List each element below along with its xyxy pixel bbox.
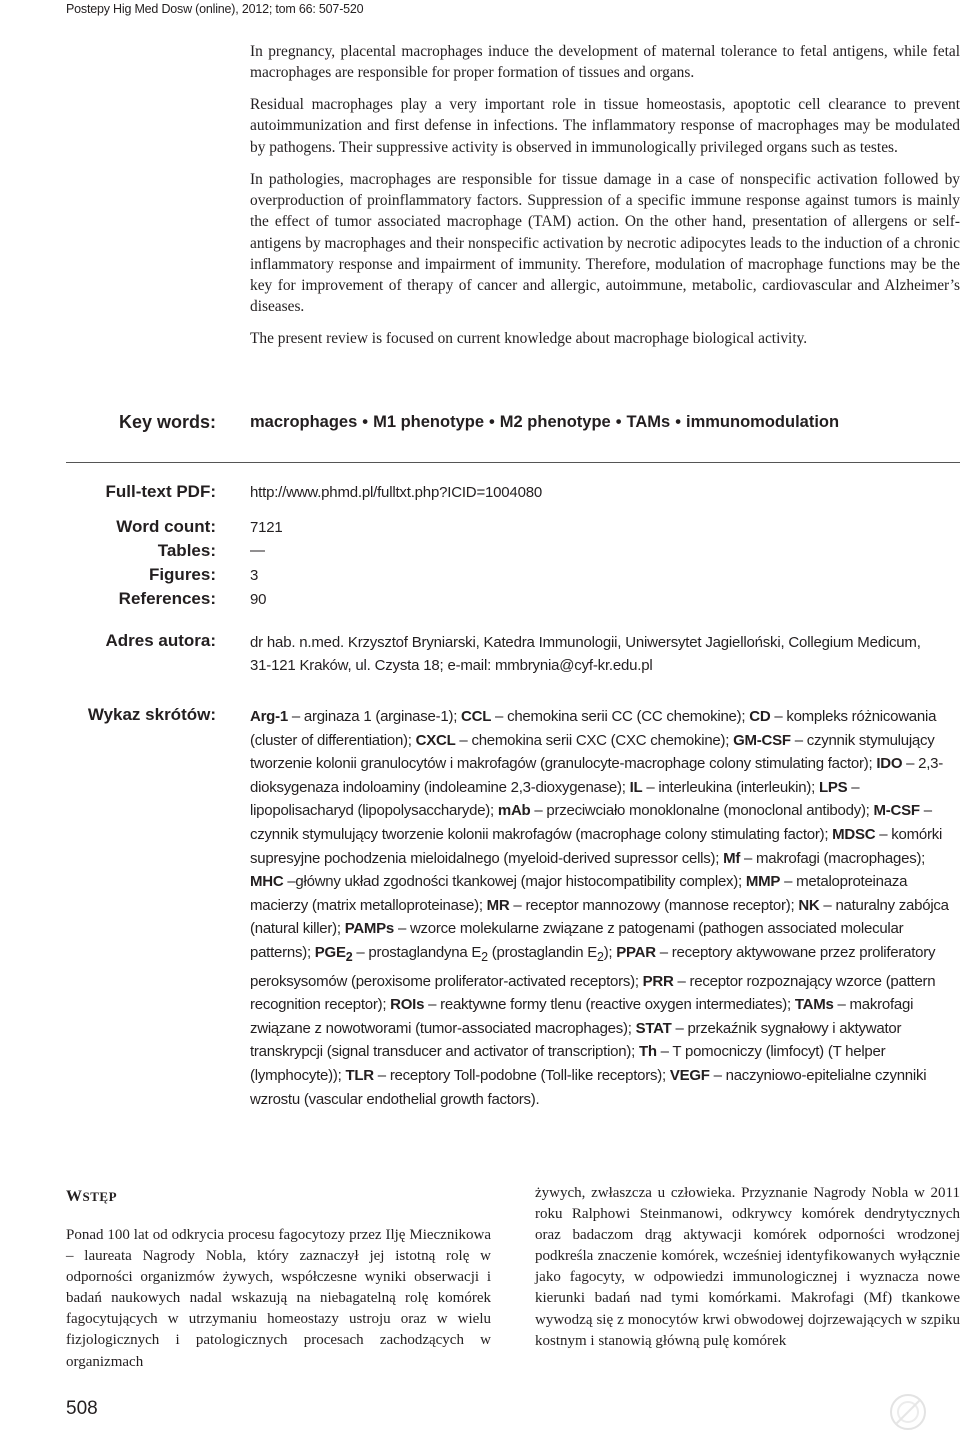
abstract-paragraph: In pathologies, macrophages are responsible for tissue damage in a case of nonspecific activation followed by overproduction of proinflammatory factors. Suppression of a specific immune response against tumors is mainly the effect of tumor associated macrophage (TAM) action. On the other hand, presentation of allergens or self-antigens by macrophages and their nonspecific activation by necrotic adipocytes leads to the induction of a chronic inflammatory response and impairment of immunity. Therefore, modulation of macrophage functions may be the key for improvement of therapy of cancer and allergic, autoimmune, metabolic, cardiovascular and Alzheimer’s diseases.	[250, 170, 960, 316]
abbr-entry: NK – naturalny zabójca (natural killer);	[250, 896, 949, 938]
abbr-entry: Mf – makrofagi (macrophages);	[723, 849, 926, 867]
abbr-entry: M-CSF – czynnik stymulujący tworzenie kolonii makrofagów (macrophage colony stimulating factor);	[250, 802, 932, 843]
publisher-watermark-icon	[888, 1392, 932, 1437]
abbr-entry: PRR – receptor rozpoznający wzorce (pattern recognition receptor);	[250, 972, 936, 1014]
abbr-entry: Th – T pomocniczy (limfocyt) (T helper (lymphocyte));	[250, 1043, 886, 1084]
references-label: References:	[118, 589, 216, 608]
abbr-entry: LPS – lipopolisacharyd (lipopolysaccharyde);	[250, 778, 860, 820]
abstract-paragraph: The present review is focused on current knowledge about macrophage biological activity.	[250, 330, 808, 348]
abbr-entry: TLR – receptory Toll-podobne (Toll-like receptors);	[345, 1066, 666, 1084]
abbreviations-label: Wykaz skrótów:	[87, 705, 216, 724]
keyword-separator: •	[362, 413, 369, 431]
figures-label: Figures:	[148, 565, 216, 584]
abbr-entry: IL – interleukina (interleukin);	[629, 778, 816, 796]
section-divider	[66, 462, 960, 463]
keyword: M1 phenotype	[373, 413, 485, 431]
abbr-entry: CXCL – chemokina serii CXC (CXC chemokine);	[415, 731, 730, 749]
keyword: immunomodulation	[686, 413, 840, 431]
keyword: TAMs	[626, 413, 671, 431]
abbreviations-list	[250, 705, 950, 1111]
abbr-entry: CCL – chemokina serii CC (CC chemokine);	[461, 708, 746, 725]
abbr-entry: MR – receptor mannozowy (mannose receptor);	[486, 896, 795, 914]
tables-label: Tables:	[157, 541, 216, 560]
abbr-entry: mAb – przeciwciało monoklonalne (monoclonal antibody);	[497, 802, 870, 820]
keyword-separator: •	[615, 413, 622, 431]
abstract-paragraph: Residual macrophages play a very important role in tissue homeostasis, apoptotic cell clearance to prevent autoimmunization and first defense in infections. The inflammatory response of macrophages may be modulated by pathogens. Their suppressive activity is observed in immunologically privileged organs such as testes.	[250, 96, 960, 156]
figures-value: 3	[250, 567, 259, 584]
tables-value: —	[250, 542, 265, 559]
author-address-label: Adres autora:	[105, 631, 216, 650]
page-number: 508	[66, 1398, 98, 1419]
abbr-entry: PAMPs – wzorce molekularne związane z patogenami (pathogen associated molecular patterns);	[250, 920, 904, 961]
keywords-label: Key words:	[118, 412, 216, 432]
keywords-list	[250, 413, 839, 432]
keyword: macrophages	[250, 413, 358, 431]
abbr-entry: MDSC – komórki supresyjne pochodzenia mieloidalnego (myeloid-derived supressor cells);	[250, 825, 943, 867]
abbr-entry: Arg-1 – arginaza 1 (arginase-1);	[250, 708, 458, 725]
section-heading: WSTĘP	[66, 1188, 118, 1205]
abbr-entry: MMP – metaloproteinaza macierzy (matrix metalloproteinase);	[250, 873, 908, 914]
running-head: Postepy Hig Med Dosw (online), 2012; tom 66: 507-520	[66, 2, 364, 16]
abbr-entry: VEGF – naczyniowo-epitelialne czynniki wzrostu (vascular endothelial growth factors).	[250, 1066, 927, 1108]
abstract-paragraph: In pregnancy, placental macrophages induce the development of maternal tolerance to fetal antigens, while fetal macrophages are responsible for proper formation of tissues and organs.	[250, 43, 960, 82]
abstract	[250, 41, 960, 360]
abbr-entry: IDO – 2,3-dioksygenaza indoloaminy (indoleamine 2,3-dioxygenase);	[250, 755, 944, 796]
keyword-separator: •	[489, 413, 495, 431]
fulltext-link[interactable]: http://www.phmd.pl/fulltxt.php?ICID=1004080	[250, 484, 542, 501]
abbr-entry: CD – kompleks różnicowania (cluster of differentiation);	[250, 708, 937, 749]
abbr-entry: ROIs – reaktywne formy tlenu (reactive oxygen intermediates);	[390, 996, 791, 1014]
keyword-separator: •	[675, 413, 681, 431]
abbr-entry: $PGE_2$ – prostaglandyna $E_2$ (prostaglandin $E_2$);	[314, 943, 613, 964]
author-email-line[interactable]: 31-121 Kraków, ul. Czysta 18; e-mail: mmbrynia@cyf-kr.edu.pl	[250, 657, 653, 674]
abbr-entry: TAMs – makrofagi związane z nowotworami (tumor-associated macrophages);	[250, 996, 914, 1037]
abbr-entry: PPAR – receptory aktywowane przez proliferatory peroksysomów (peroxisome proliferator-activated receptors);	[250, 943, 936, 990]
intro-right-column: żywych, zwłaszcza u człowieka. Przyznanie Nagrody Nobla w 2011 roku Ralphowi Steinmanowi, odkrywcy komórek dendrytycznych oraz badaczom drąg aktywacji komórek odporności wrodzonej podkreśla znaczenie komórek, wcześniej identyfikowanych wyłącznie jako fagocyty, w odpowiedzi immunologicznej i wyznacza nowe kierunki badań nad tymi komórkami. Makrofagi (Mf) tkankowe wywodzą się z monocytów krwi obwodowej dojrzewających w szpiku kostnym i stanowią główną pulę komórek	[535, 1185, 960, 1349]
keyword: M2 phenotype	[499, 413, 611, 431]
fulltext-label: Full-text PDF:	[105, 482, 216, 501]
intro-left-column: Ponad 100 lat od odkrycia procesu fagocytozy przez Ilję Miecznikowa – laureata Nagrody Nobla, który zaznaczył jej istotną rolę w odporności organizmów żywych, współczesne wyniki obserwacji i badań naukowych nadal wskazują na niebagatelną rolę komórek fagocytujących w utrzymaniu homeostazy ustroju oraz w wielu fizjologicznych i patologicznych procesach zachodzących w organizmach	[66, 1227, 491, 1370]
abbr-entry: MHC –główny układ zgodności tkankowej (major histocompatibility complex);	[250, 873, 742, 891]
author-address-line: dr hab. n.med. Krzysztof Bryniarski, Katedra Immunologii, Uniwersytet Jagielloński, Collegium Medicum,	[250, 634, 921, 651]
references-value: 90	[250, 591, 267, 608]
abbr-entry: GM-CSF – czynnik stymulujący tworzenie kolonii granulocytów i makrofagów (granulocyte-macrophage colony stimulating factor);	[250, 731, 935, 773]
wordcount-value: 7121	[250, 519, 283, 536]
wordcount-label: Word count:	[116, 517, 216, 536]
abbr-entry: STAT – przekaźnik sygnałowy i aktywator transkrypcji (signal transducer and activator of transcription);	[250, 1019, 902, 1061]
